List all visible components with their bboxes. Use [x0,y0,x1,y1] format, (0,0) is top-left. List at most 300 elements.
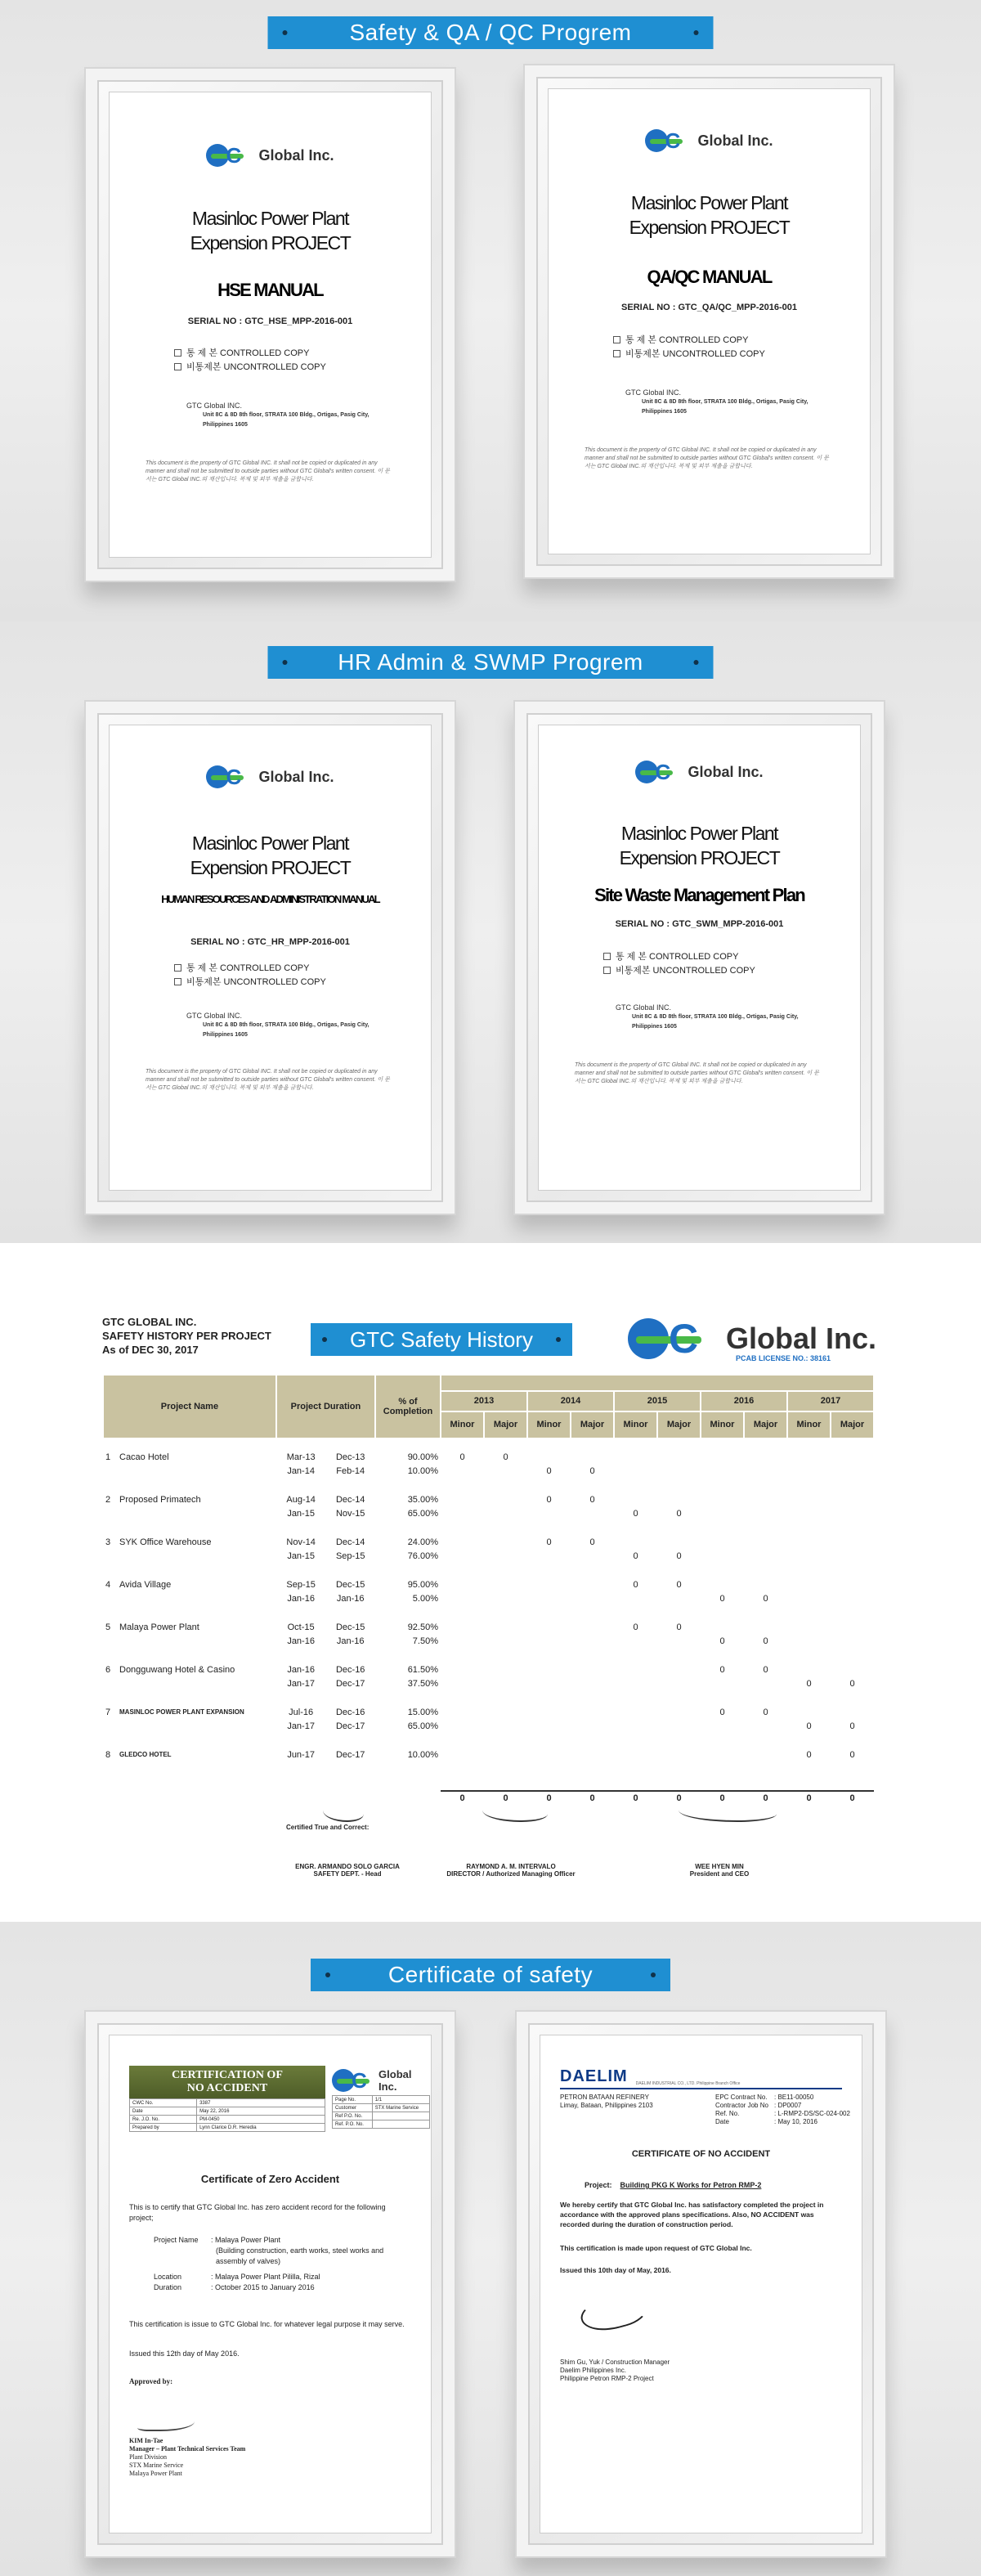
incident-count: 0 [676,1551,682,1561]
incident-count [787,1464,831,1478]
project-name [114,1549,276,1563]
cert-title: Certificate of Zero Accident [200,2173,340,2185]
checkbox-icon [174,349,181,357]
cert-approved: Approved by: [129,2377,173,2385]
ref-label: Date [715,2118,729,2125]
incident-count: 0 [719,1664,725,1675]
incident-count [831,1450,874,1464]
incident-count [484,1549,527,1563]
incident-count [701,1535,744,1549]
incident-count [484,1676,527,1690]
start-date: Jan-15 [287,1551,315,1561]
gtc-logo-icon: C [628,1318,718,1359]
incident-count [571,1663,614,1676]
checkbox-icon [174,978,181,985]
signer-1: ENGR. ARMANDO SOLO GARCIA SAFETY DEPT. - Head [295,1863,400,1878]
total-count: 0 [484,1791,527,1805]
incident-count [571,1577,614,1591]
safety-history-section [0,1243,981,1922]
gtc-logo: C Global Inc. PCAB LICENSE NO.: 38161 [628,1318,876,1359]
incident-count: 0 [763,1664,768,1675]
checkbox-icon [613,350,620,357]
row-index [103,1676,114,1690]
incident-count: 0 [719,1707,725,1717]
completion-percent: 15.00% [407,1707,438,1717]
incident-count [484,1663,527,1676]
doc-title: Masinloc Power Plant Expension PROJECT [629,192,790,238]
end-date: Dec-16 [335,1707,365,1717]
end-date: Dec-15 [335,1622,365,1632]
start-date: Mar-13 [286,1452,316,1462]
gtc-logo: C Global Inc. [332,2066,430,2095]
row-index [103,1506,114,1520]
gtc-logo: C Global Inc. [109,765,432,788]
incident-count [831,1535,874,1549]
incident-count [614,1591,657,1605]
table-row [103,1549,874,1563]
start-date: Jan-16 [287,1664,315,1675]
incident-count [831,1464,874,1478]
meta-cell [372,2120,429,2129]
copy-checkboxes: 통 제 본 CONTROLLED COPY 비통제본 UNCONTROLLED COPY [174,347,326,375]
section-banner: GTC Safety History [311,1323,572,1356]
incident-count [831,1591,874,1605]
row-index: 7 [105,1707,111,1717]
incident-count [701,1492,744,1506]
incident-count [614,1464,657,1478]
end-date: Jan-16 [336,1593,365,1604]
incident-count [701,1719,744,1733]
table-row [103,1535,874,1549]
gtc-logo: C Global Inc. [548,129,871,152]
incident-count: 0 [763,1636,768,1646]
incident-count [744,1549,787,1563]
col-project-name: Project Name [103,1375,276,1438]
meta-cell: STX Marine Service [372,2104,429,2112]
row-index [103,1591,114,1605]
incident-count [831,1634,874,1648]
history-heading: GTC GLOBAL INC. SAFETY HISTORY PER PROJECT As of DEC 30, 2017 [102,1316,271,1356]
incident-count: 0 [763,1593,768,1604]
start-date: Nov-14 [286,1537,316,1547]
incident-count [441,1719,484,1733]
project-name: Cacao Hotel [119,1452,169,1462]
start-date: Jan-16 [287,1593,315,1604]
row-index [103,1464,114,1478]
incident-count [484,1748,527,1761]
end-date: Dec-17 [335,1678,365,1689]
checkbox-icon [613,336,620,343]
incident-count: 0 [589,1494,595,1505]
ref-label: Ref. No. [715,2110,740,2117]
incident-count [831,1620,874,1634]
gtc-logo-icon: C [206,144,252,167]
incident-count: 0 [589,1537,595,1547]
incident-count [571,1591,614,1605]
incident-count [657,1535,701,1549]
minor-header: Minor [527,1411,571,1438]
table-row [103,1591,874,1605]
table-row [103,1450,874,1464]
cert-meta-left [129,2098,325,2132]
incident-count [831,1705,874,1719]
incident-count [441,1577,484,1591]
meta-cell: Date [130,2107,197,2116]
serial-number: SERIAL NO : GTC_SWM_MPP-2016-001 [615,919,784,929]
incident-count: 0 [849,1678,855,1689]
incident-count [657,1492,701,1506]
gtc-logo-icon: C [206,765,252,788]
end-date: Dec-17 [335,1749,365,1760]
meta-cell: PM-0450 [197,2116,325,2124]
doc-title: Masinloc Power Plant Expension PROJECT [190,208,351,254]
ref-value: : May 10, 2016 [774,2118,818,2125]
incident-count: 0 [806,1721,812,1731]
end-date: Dec-14 [335,1537,365,1547]
incident-count: 0 [676,1508,682,1519]
cert2-request: This certification is made upon request of GTC Global Inc. [560,2244,752,2252]
incident-count [484,1492,527,1506]
start-date: Sep-15 [286,1579,316,1590]
major-header: Major [484,1411,527,1438]
section-banner: Safety & QA / QC Progrem [268,16,714,49]
total-count: 0 [701,1791,744,1805]
year-header: 2015 [614,1391,701,1411]
project-name [114,1591,276,1605]
company-address: GTC Global INC. Unit 8C & 8D 8th floor, STRATA 100 Bldg., Ortigas, Pasig City, Philippines 1605 [186,402,370,428]
incident-count [657,1591,701,1605]
incident-count [701,1464,744,1478]
start-date: Jun-17 [287,1749,315,1760]
gtc-logo: C Global Inc. [538,761,861,783]
incident-count [744,1620,787,1634]
incident-count: 0 [849,1749,855,1760]
end-date: Jan-16 [336,1636,365,1646]
start-date: Jan-15 [287,1508,315,1519]
project-name: GLEDCO HOTEL [119,1751,172,1758]
start-date: Jul-16 [289,1707,314,1717]
cert-purpose: This certification is issue to GTC Global Inc. for whatever legal purpose it may serve. [129,2320,405,2328]
section-banner: HR Admin & SWMP Progrem [268,646,714,679]
table-row [103,1663,874,1676]
incident-count: 0 [719,1593,725,1604]
signer-2: RAYMOND A. M. INTERVALO DIRECTOR / Authorized Managing Officer [446,1863,576,1878]
incident-count [831,1549,874,1563]
incident-count: 0 [546,1465,552,1476]
incident-count [657,1676,701,1690]
incident-count [527,1748,571,1761]
incident-count [657,1719,701,1733]
cert2-body: We hereby certify that GTC Global Inc. has satisfactory completed the project in accordance with the approved plans specifications. Also, NO ACCIDENT was recorded during the duration of construction period. [560,2201,824,2228]
incident-count [614,1492,657,1506]
hr-swmp-section [0,622,981,1243]
table-row [103,1676,874,1690]
minor-header: Minor [701,1411,744,1438]
incident-count [527,1705,571,1719]
row-index: 5 [105,1622,111,1632]
meta-cell: 1/1 [372,2096,429,2104]
meta-cell: Prepared by [130,2124,197,2132]
incident-count [787,1535,831,1549]
incident-count [484,1506,527,1520]
incident-count: 0 [719,1636,725,1646]
completion-percent: 7.50% [412,1636,438,1646]
incident-count: 0 [806,1749,812,1760]
table-row [103,1705,874,1719]
end-date: Sep-15 [335,1551,365,1561]
major-header: Major [744,1411,787,1438]
doc-name: QA/QC MANUAL [647,267,772,287]
doc-name: Site Waste Management Plan [594,885,804,905]
incident-count [484,1591,527,1605]
ref-value: : DP0007 [774,2102,802,2109]
end-date: Dec-15 [335,1579,365,1590]
incident-count [744,1535,787,1549]
incident-count [571,1450,614,1464]
incident-count [484,1535,527,1549]
daelim-logo: DAELIM [560,2067,628,2085]
signature-mark [323,1802,364,1822]
incident-count [614,1535,657,1549]
row-index: 1 [105,1452,111,1462]
cert2-signer: Shim Gu, Yuk / Construction Manager Daelim Philippines Inc. Philippine Petron RMP-2 Project [560,2358,670,2382]
year-header: 2014 [527,1391,614,1411]
meta-cell: Customer [333,2104,373,2112]
copy-checkboxes: 통 제 본 CONTROLLED COPY 비통제본 UNCONTROLLED COPY [174,962,326,990]
copy-checkboxes: 통 제 본 CONTROLLED COPY 비통제본 UNCONTROLLED COPY [603,950,755,978]
meta-cell: Page No. [333,2096,373,2104]
incident-count [441,1492,484,1506]
company-address: GTC Global INC. Unit 8C & 8D 8th floor, STRATA 100 Bldg., Ortigas, Pasig City, Philippines 1605 [616,1003,799,1030]
row-index: 6 [105,1664,111,1675]
completion-percent: 24.00% [407,1537,438,1547]
gtc-logo-icon: C [332,2069,375,2092]
incident-count: 0 [806,1678,812,1689]
year-header: 2017 [787,1391,874,1411]
document-frame-swm[interactable] [513,700,885,1215]
incident-count [744,1464,787,1478]
ref-value: : L-RMP2-DS/SC-024-002 [774,2110,850,2117]
end-date: Dec-17 [335,1721,365,1731]
signature-mark [679,1802,777,1822]
incident-count [441,1620,484,1634]
incident-count: 0 [633,1622,638,1632]
row-index: 3 [105,1537,111,1547]
incident-count [701,1676,744,1690]
incident-count: 0 [589,1465,595,1476]
ref-label: EPC Contract No. [715,2094,768,2101]
safety-history-table [102,1374,875,1805]
disclaimer: This document is the property of GTC Global INC. It shall not be copied or duplicated in any manner and shall not be submitted to outside parties without GTC Global's written consent. 이 문서는 GTC Global INC.의 재산입니다. 복제 및 외부 제출을 금합니다. [585,447,829,469]
incident-count [701,1549,744,1563]
cert-details: Project Name : Malaya Power Plant (Building construction, earth works, steel works and assembly of valves) Location : Malaya Power Plant Pililla, Rizal Duration : October 2015 to January 2016 [154,2236,384,2291]
year-header: 2013 [441,1391,527,1411]
cert2-address: PETRON BATAAN REFINERY Limay, Bataan, Philippines 2103 [560,2094,653,2109]
incident-count [787,1620,831,1634]
incident-count [657,1663,701,1676]
disclaimer: This document is the property of GTC Global INC. It shall not be copied or duplicated in any manner and shall not be submitted to outside parties without GTC Global's written consent. 이 문서는 GTC Global INC.의 재산입니다. 복제 및 외부 제출을 금합니다. [575,1062,819,1084]
incident-count [571,1549,614,1563]
total-count: 0 [831,1791,874,1805]
incident-count [441,1748,484,1761]
incident-count: 0 [503,1452,508,1462]
year-header: 2016 [701,1391,787,1411]
completion-percent: 10.00% [407,1749,438,1760]
certificate-frame-no-accident[interactable]: DAELIM DAELIM INDUSTRIAL CO., LTD. Philippine Branch Office PETRON BATAAN REFINERY Limay, Bataan, Philippines 2103 EPC Contract No. : BE11-00050 Contractor Job No : DP0007 Ref. No. : L-RMP2-DS/SC-024-002 Date : May 10, 2016 CERTIFICATE OF NO ACCIDENT Project: Building PKG K Works for Petron RMP-2 We hereby certify that GTC Global Inc. has satisfactory completed the project in accordance with the approved plans specifications. Also, NO ACCIDENT was recorded during the duration of construction period. This certification is made upon request of GTC Global Inc. Issued this 10th day of May, 2016. Shim Gu, Yuk / Construction Manager Daelim Philippines Inc. Philippine Petron RMP-2 Project [515,2010,887,2558]
incident-count [787,1492,831,1506]
incident-count [701,1450,744,1464]
table-row [103,1719,874,1733]
incident-count [441,1464,484,1478]
gtc-logo-icon: C [645,129,691,152]
cert2-refs [715,2094,850,2126]
completion-percent: 37.50% [407,1678,438,1689]
incident-count [614,1450,657,1464]
incident-count: 0 [676,1579,682,1590]
start-date: Jan-16 [287,1636,315,1646]
total-count: 0 [744,1791,787,1805]
incident-count [614,1719,657,1733]
incident-count [484,1620,527,1634]
incident-count [484,1634,527,1648]
incident-count [787,1506,831,1520]
incident-count [484,1719,527,1733]
signature-mark [482,1802,548,1822]
document-frame-hr[interactable] [84,700,456,1215]
incident-count [744,1450,787,1464]
incident-count [571,1748,614,1761]
incident-count [787,1591,831,1605]
completion-percent: 61.50% [407,1664,438,1675]
project-name [114,1506,276,1520]
disclaimer: This document is the property of GTC Global INC. It shall not be copied or duplicated in any manner and shall not be submitted to outside parties without GTC Global's written consent. 이 문서는 GTC Global INC.의 재산입니다. 복제 및 외부 제출을 금합니다. [146,460,390,482]
incident-count [441,1676,484,1690]
project-name: Malaya Power Plant [119,1622,199,1632]
total-count: 0 [657,1791,701,1805]
incident-count [831,1577,874,1591]
end-date: Dec-13 [335,1452,365,1462]
col-duration: Project Duration [276,1375,375,1438]
incident-count [831,1506,874,1520]
cert-signer: KIM In-Tae Manager – Plant Technical Services Team Plant Division STX Marine Service Malaya Power Plant [129,2437,246,2477]
major-header: Major [657,1411,701,1438]
incident-count [441,1705,484,1719]
meta-cell: Ref. P.O. No. [333,2120,373,2129]
major-header: Major [571,1411,614,1438]
incident-count [527,1549,571,1563]
incident-count [484,1577,527,1591]
incident-count [527,1577,571,1591]
incident-count [527,1663,571,1676]
incident-count: 0 [763,1707,768,1717]
incident-count: 0 [459,1452,465,1462]
incident-count [787,1450,831,1464]
company-address: GTC Global INC. Unit 8C & 8D 8th floor, STRATA 100 Bldg., Ortigas, Pasig City, Philippines 1605 [186,1012,370,1038]
incident-count [787,1705,831,1719]
incident-count [744,1748,787,1761]
certificate-frame-zero-accident[interactable] [84,2010,456,2558]
checkbox-icon [174,964,181,972]
table-row [103,1506,874,1520]
doc-title: Masinloc Power Plant Expension PROJECT [190,832,351,878]
cert-meta-right [332,2095,430,2129]
incident-count [484,1464,527,1478]
meta-cell: 3387 [197,2099,325,2107]
document-frame-qaqc[interactable] [523,64,895,579]
gtc-logo-icon: C [635,761,681,783]
project-name [114,1676,276,1690]
end-date: Dec-14 [335,1494,365,1505]
incident-count [527,1634,571,1648]
incident-count [701,1620,744,1634]
serial-number: SERIAL NO : GTC_HR_MPP-2016-001 [190,937,350,947]
cert2-project: Project: Building PKG K Works for Petron RMP-2 [585,2181,762,2189]
minor-header: Minor [614,1411,657,1438]
meta-cell: Ref P.O. No. [333,2112,373,2120]
incident-count [441,1506,484,1520]
doc-title: Masinloc Power Plant Expension PROJECT [619,823,780,868]
incident-count: 0 [546,1537,552,1547]
cert2-issued: Issued this 10th day of May, 2016. [560,2266,671,2274]
incident-count [787,1577,831,1591]
incident-count: 0 [633,1508,638,1519]
incident-count [571,1634,614,1648]
doc-name: HUMAN RESOURCES AND ADMINISTRATION MANUAL [161,893,379,905]
incident-count: 0 [676,1622,682,1632]
project-name: Dongguwang Hotel & Casino [119,1664,235,1675]
completion-percent: 5.00% [412,1593,438,1604]
row-index [103,1719,114,1733]
incident-count [527,1719,571,1733]
certificate-section [0,1922,981,2576]
copy-checkboxes: 통 제 본 CONTROLLED COPY 비통제본 UNCONTROLLED COPY [613,334,765,361]
incident-count [787,1634,831,1648]
incident-count [614,1676,657,1690]
row-index [103,1549,114,1563]
ref-label: Contractor Job No [715,2102,768,2109]
signature-mark [137,2415,195,2431]
total-count: 0 [441,1791,484,1805]
major-header: Major [831,1411,874,1438]
cert-heading: CERTIFICATION OF NO ACCIDENT [129,2066,325,2098]
col-completion: % of Completion [375,1375,441,1438]
project-name [114,1634,276,1648]
cert2-title: CERTIFICATE OF NO ACCIDENT [631,2149,771,2159]
table-row [103,1492,874,1506]
start-date: Jan-14 [287,1465,315,1476]
project-name: Avida Village [119,1579,172,1590]
incident-count [441,1591,484,1605]
meta-cell: May 22, 2016 [197,2107,325,2116]
incident-count [744,1577,787,1591]
incident-count [701,1506,744,1520]
incident-count [657,1634,701,1648]
meta-cell: Lynn Clarice D.R. Heredia [197,2124,325,2132]
incident-count [701,1577,744,1591]
incident-count [527,1676,571,1690]
incident-count [441,1634,484,1648]
incident-count: 0 [633,1579,638,1590]
start-date: Jan-17 [287,1678,315,1689]
gtc-logo: C Global Inc. [109,144,432,167]
safety-qa-section [0,0,981,622]
incident-count [527,1506,571,1520]
completion-percent: 76.00% [407,1551,438,1561]
checkbox-icon [174,363,181,370]
row-index: 2 [105,1494,111,1505]
end-date: Dec-16 [335,1664,365,1675]
document-frame-hse[interactable] [84,67,456,582]
